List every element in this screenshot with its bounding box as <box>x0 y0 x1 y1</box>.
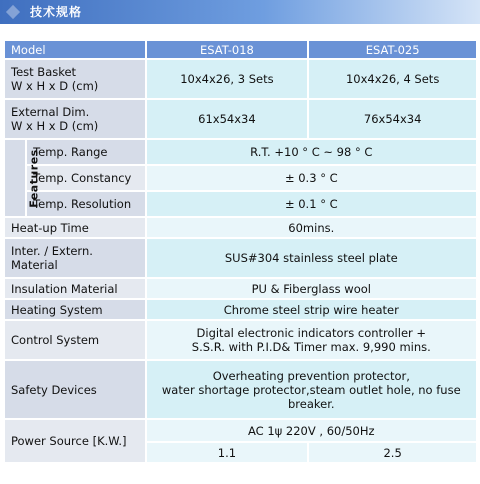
table-row <box>5 60 476 98</box>
temp-constancy-value: ± 0.3 ° C <box>147 166 476 190</box>
external-dim-label: External Dim. W x H x D (cm) <box>5 100 145 138</box>
control-label: Control System <box>5 321 145 359</box>
material-value: SUS#304 stainless steel plate <box>147 239 476 277</box>
temp-constancy-label: Temp. Constancy <box>27 166 145 190</box>
insulation-value: PU & Fiberglass wool <box>147 279 476 298</box>
heating-value: Chrome steel strip wire heater <box>147 300 476 319</box>
model-header: Model <box>5 41 145 58</box>
spec-table <box>3 39 478 464</box>
external-dim-b: 76x54x34 <box>309 100 476 138</box>
table-row <box>5 166 476 190</box>
table-row <box>5 218 476 237</box>
safety-value: Overheating prevention protector, water shortage protector,steam outlet hole, no fuse breaker. <box>147 361 476 418</box>
section-title: 技术规格 <box>30 5 83 19</box>
external-dim-a: 61x54x34 <box>147 100 308 138</box>
table-row <box>5 279 476 298</box>
temp-resolution-label: Temp. Resolution <box>27 192 145 216</box>
safety-label: Safety Devices <box>5 361 145 418</box>
test-basket-a: 10x4x26, 3 Sets <box>147 60 308 98</box>
power-b: 2.5 <box>309 443 476 462</box>
table-row <box>5 140 476 164</box>
table-header-row <box>5 41 476 58</box>
model-a-header: ESAT-018 <box>147 41 308 58</box>
section-header <box>0 0 480 24</box>
control-value: Digital electronic indicators controller + S.S.R. with P.I.D& Timer max. 9,990 mins. <box>147 321 476 359</box>
table-row <box>5 239 476 277</box>
heating-label: Heating System <box>5 300 145 319</box>
table-row <box>5 300 476 319</box>
heat-up-label: Heat-up Time <box>5 218 145 237</box>
table-row <box>5 361 476 418</box>
temp-resolution-value: ± 0.1 ° C <box>147 192 476 216</box>
heat-up-value: 60mins. <box>147 218 476 237</box>
table-row <box>5 321 476 359</box>
test-basket-b: 10x4x26, 4 Sets <box>309 60 476 98</box>
temp-range-label: Temp. Range <box>27 140 145 164</box>
model-b-header: ESAT-025 <box>309 41 476 58</box>
power-a: 1.1 <box>147 443 308 462</box>
table-row <box>5 420 476 441</box>
temp-range-value: R.T. +10 ° C ~ 98 ° C <box>147 140 476 164</box>
power-label: Power Source [K.W.] <box>5 420 145 462</box>
features-label: Features <box>5 140 25 216</box>
power-value: AC 1ψ 220V , 60/50Hz <box>147 420 476 441</box>
insulation-label: Insulation Material <box>5 279 145 298</box>
table-row <box>5 100 476 138</box>
test-basket-label: Test Basket W x H x D (cm) <box>5 60 145 98</box>
table-row <box>5 192 476 216</box>
material-label: Inter. / Extern. Material <box>5 239 145 277</box>
